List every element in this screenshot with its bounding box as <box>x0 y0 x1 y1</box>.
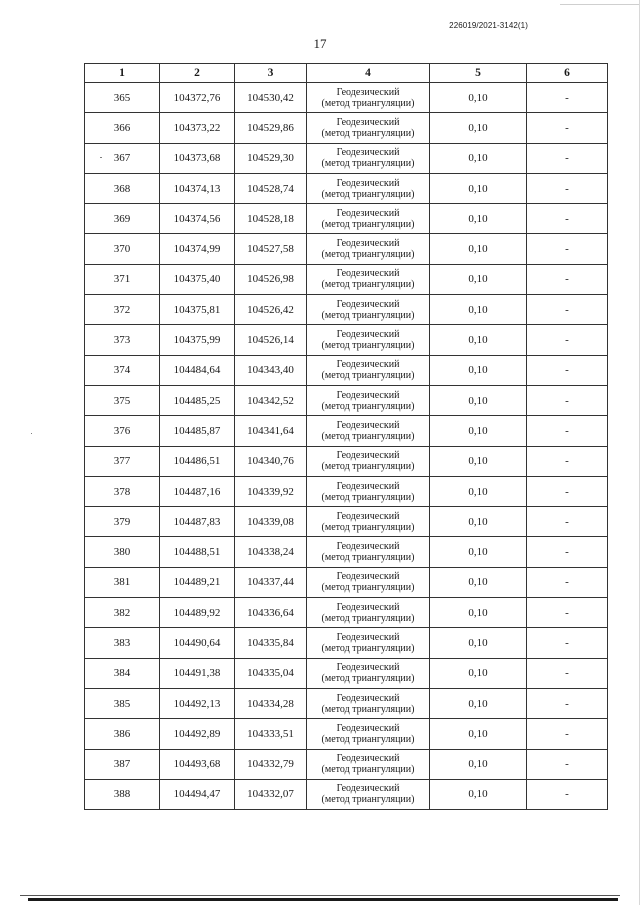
table-row <box>85 234 608 264</box>
cell-point-number: 384 <box>85 658 160 688</box>
table-row <box>85 204 608 234</box>
cell-y-coordinate: 104338,24 <box>235 537 307 567</box>
cell-method: Геодезический (метод триангуляции) <box>307 143 430 173</box>
cell-y-coordinate: 104529,86 <box>235 113 307 143</box>
cell-point-number: 385 <box>85 688 160 718</box>
cell-x-coordinate: 104375,40 <box>160 264 235 294</box>
table-row <box>85 385 608 415</box>
cell-method: Геодезический (метод триангуляции) <box>307 355 430 385</box>
cell-note: - <box>527 628 608 658</box>
cell-method: Геодезический (метод триангуляции) <box>307 628 430 658</box>
cell-x-coordinate: 104488,51 <box>160 537 235 567</box>
coordinates-table <box>84 63 608 810</box>
table-row <box>85 446 608 476</box>
table-row <box>85 779 608 809</box>
table-row <box>85 598 608 628</box>
cell-x-coordinate: 104373,22 <box>160 113 235 143</box>
cell-method: Геодезический (метод триангуляции) <box>307 446 430 476</box>
cell-method: Геодезический (метод триангуляции) <box>307 476 430 506</box>
table-row <box>85 355 608 385</box>
cell-accuracy: 0,10 <box>430 598 527 628</box>
cell-point-number: 382 <box>85 598 160 628</box>
table-row <box>85 628 608 658</box>
cell-method: Геодезический (метод триангуляции) <box>307 204 430 234</box>
cell-method: Геодезический (метод триангуляции) <box>307 688 430 718</box>
cell-note: - <box>527 204 608 234</box>
cell-point-number: 369 <box>85 204 160 234</box>
cell-point-number: 374 <box>85 355 160 385</box>
cell-y-coordinate: 104528,74 <box>235 173 307 203</box>
table-row <box>85 476 608 506</box>
cell-x-coordinate: 104493,68 <box>160 749 235 779</box>
cell-method: Геодезический (метод триангуляции) <box>307 113 430 143</box>
cell-y-coordinate: 104526,42 <box>235 295 307 325</box>
cell-x-coordinate: 104490,64 <box>160 628 235 658</box>
cell-accuracy: 0,10 <box>430 416 527 446</box>
page-number: 17 <box>313 36 327 51</box>
table-row <box>85 749 608 779</box>
scan-speck <box>100 157 102 158</box>
cell-x-coordinate: 104487,16 <box>160 476 235 506</box>
cell-x-coordinate: 104491,38 <box>160 658 235 688</box>
cell-note: - <box>527 325 608 355</box>
cell-x-coordinate: 104374,56 <box>160 204 235 234</box>
cell-y-coordinate: 104529,30 <box>235 143 307 173</box>
table-row <box>85 416 608 446</box>
table-row <box>85 143 608 173</box>
cell-accuracy: 0,10 <box>430 234 527 264</box>
cell-point-number: 378 <box>85 476 160 506</box>
cell-y-coordinate: 104343,40 <box>235 355 307 385</box>
cell-note: - <box>527 719 608 749</box>
header-cell-col3: 3 <box>235 64 307 83</box>
cell-note: - <box>527 173 608 203</box>
cell-point-number: 380 <box>85 537 160 567</box>
scan-edge-rule <box>560 4 640 5</box>
cell-accuracy: 0,10 <box>430 385 527 415</box>
table-row <box>85 83 608 113</box>
cell-accuracy: 0,10 <box>430 295 527 325</box>
cell-accuracy: 0,10 <box>430 719 527 749</box>
cell-x-coordinate: 104374,13 <box>160 173 235 203</box>
table-row <box>85 507 608 537</box>
footer-rule-thin <box>20 895 620 896</box>
header-cell-col4: 4 <box>307 64 430 83</box>
cell-accuracy: 0,10 <box>430 143 527 173</box>
cell-point-number: 373 <box>85 325 160 355</box>
cell-note: - <box>527 537 608 567</box>
cell-note: - <box>527 567 608 597</box>
cell-note: - <box>527 234 608 264</box>
cell-accuracy: 0,10 <box>430 204 527 234</box>
cell-accuracy: 0,10 <box>430 446 527 476</box>
cell-point-number: 366 <box>85 113 160 143</box>
cell-x-coordinate: 104484,64 <box>160 355 235 385</box>
cell-x-coordinate: 104375,81 <box>160 295 235 325</box>
header-cell-col2: 2 <box>160 64 235 83</box>
cell-accuracy: 0,10 <box>430 628 527 658</box>
cell-y-coordinate: 104339,08 <box>235 507 307 537</box>
cell-method: Геодезический (метод триангуляции) <box>307 416 430 446</box>
header-cell-col1: 1 <box>85 64 160 83</box>
cell-x-coordinate: 104492,13 <box>160 688 235 718</box>
document-id: 226019/2021-3142(1) <box>449 21 528 30</box>
cell-note: - <box>527 355 608 385</box>
cell-x-coordinate: 104492,89 <box>160 719 235 749</box>
cell-point-number: 376 <box>85 416 160 446</box>
cell-y-coordinate: 104335,04 <box>235 658 307 688</box>
cell-note: - <box>527 385 608 415</box>
cell-method: Геодезический (метод триангуляции) <box>307 385 430 415</box>
cell-method: Геодезический (метод триангуляции) <box>307 658 430 688</box>
cell-accuracy: 0,10 <box>430 113 527 143</box>
cell-y-coordinate: 104337,44 <box>235 567 307 597</box>
cell-y-coordinate: 104332,79 <box>235 749 307 779</box>
cell-accuracy: 0,10 <box>430 688 527 718</box>
cell-accuracy: 0,10 <box>430 264 527 294</box>
cell-point-number: 381 <box>85 567 160 597</box>
cell-method: Геодезический (метод триангуляции) <box>307 264 430 294</box>
cell-y-coordinate: 104340,76 <box>235 446 307 476</box>
cell-note: - <box>527 83 608 113</box>
cell-note: - <box>527 779 608 809</box>
cell-y-coordinate: 104341,64 <box>235 416 307 446</box>
cell-x-coordinate: 104374,99 <box>160 234 235 264</box>
header-cell-col6: 6 <box>527 64 608 83</box>
cell-point-number: 388 <box>85 779 160 809</box>
cell-method: Геодезический (метод триангуляции) <box>307 234 430 264</box>
cell-x-coordinate: 104494,47 <box>160 779 235 809</box>
cell-accuracy: 0,10 <box>430 658 527 688</box>
cell-point-number: 367 <box>85 143 160 173</box>
table-row <box>85 173 608 203</box>
cell-note: - <box>527 476 608 506</box>
cell-y-coordinate: 104336,64 <box>235 598 307 628</box>
cell-method: Геодезический (метод триангуляции) <box>307 173 430 203</box>
cell-note: - <box>527 688 608 718</box>
table-body <box>85 83 608 810</box>
cell-note: - <box>527 113 608 143</box>
cell-y-coordinate: 104334,28 <box>235 688 307 718</box>
cell-x-coordinate: 104487,83 <box>160 507 235 537</box>
cell-x-coordinate: 104489,21 <box>160 567 235 597</box>
cell-y-coordinate: 104333,51 <box>235 719 307 749</box>
cell-point-number: 370 <box>85 234 160 264</box>
cell-accuracy: 0,10 <box>430 567 527 597</box>
cell-point-number: 377 <box>85 446 160 476</box>
cell-note: - <box>527 446 608 476</box>
table-row <box>85 113 608 143</box>
cell-x-coordinate: 104486,51 <box>160 446 235 476</box>
cell-x-coordinate: 104375,99 <box>160 325 235 355</box>
cell-y-coordinate: 104526,98 <box>235 264 307 294</box>
cell-method: Геодезический (метод триангуляции) <box>307 598 430 628</box>
cell-y-coordinate: 104527,58 <box>235 234 307 264</box>
cell-y-coordinate: 104528,18 <box>235 204 307 234</box>
cell-y-coordinate: 104342,52 <box>235 385 307 415</box>
cell-accuracy: 0,10 <box>430 507 527 537</box>
cell-x-coordinate: 104372,76 <box>160 83 235 113</box>
cell-x-coordinate: 104373,68 <box>160 143 235 173</box>
table-row <box>85 567 608 597</box>
cell-accuracy: 0,10 <box>430 325 527 355</box>
cell-y-coordinate: 104335,84 <box>235 628 307 658</box>
cell-method: Геодезический (метод триангуляции) <box>307 779 430 809</box>
cell-note: - <box>527 598 608 628</box>
header-cell-col5: 5 <box>430 64 527 83</box>
cell-y-coordinate: 104339,92 <box>235 476 307 506</box>
cell-method: Геодезический (метод триангуляции) <box>307 325 430 355</box>
cell-note: - <box>527 749 608 779</box>
cell-method: Геодезический (метод триангуляции) <box>307 83 430 113</box>
cell-point-number: 365 <box>85 83 160 113</box>
cell-note: - <box>527 264 608 294</box>
table-row <box>85 537 608 567</box>
cell-accuracy: 0,10 <box>430 779 527 809</box>
cell-note: - <box>527 295 608 325</box>
cell-accuracy: 0,10 <box>430 355 527 385</box>
footer-rule-thick <box>28 898 618 901</box>
cell-note: - <box>527 143 608 173</box>
cell-x-coordinate: 104485,87 <box>160 416 235 446</box>
cell-point-number: 386 <box>85 719 160 749</box>
table-row <box>85 719 608 749</box>
scan-speck <box>31 433 32 434</box>
cell-x-coordinate: 104489,92 <box>160 598 235 628</box>
header-row <box>85 64 608 83</box>
cell-note: - <box>527 416 608 446</box>
cell-y-coordinate: 104332,07 <box>235 779 307 809</box>
cell-point-number: 387 <box>85 749 160 779</box>
cell-method: Геодезический (метод триангуляции) <box>307 507 430 537</box>
table-row <box>85 325 608 355</box>
cell-point-number: 372 <box>85 295 160 325</box>
cell-accuracy: 0,10 <box>430 537 527 567</box>
cell-point-number: 368 <box>85 173 160 203</box>
cell-point-number: 383 <box>85 628 160 658</box>
cell-note: - <box>527 507 608 537</box>
cell-method: Геодезический (метод триангуляции) <box>307 749 430 779</box>
table-row <box>85 264 608 294</box>
cell-accuracy: 0,10 <box>430 476 527 506</box>
cell-point-number: 375 <box>85 385 160 415</box>
cell-method: Геодезический (метод триангуляции) <box>307 567 430 597</box>
table-row <box>85 295 608 325</box>
cell-y-coordinate: 104526,14 <box>235 325 307 355</box>
table-row <box>85 688 608 718</box>
cell-accuracy: 0,10 <box>430 749 527 779</box>
cell-note: - <box>527 658 608 688</box>
table-row <box>85 658 608 688</box>
cell-accuracy: 0,10 <box>430 173 527 203</box>
cell-point-number: 371 <box>85 264 160 294</box>
cell-x-coordinate: 104485,25 <box>160 385 235 415</box>
cell-method: Геодезический (метод триангуляции) <box>307 537 430 567</box>
cell-accuracy: 0,10 <box>430 83 527 113</box>
cell-point-number: 379 <box>85 507 160 537</box>
cell-method: Геодезический (метод триангуляции) <box>307 295 430 325</box>
cell-y-coordinate: 104530,42 <box>235 83 307 113</box>
cell-method: Геодезический (метод триангуляции) <box>307 719 430 749</box>
